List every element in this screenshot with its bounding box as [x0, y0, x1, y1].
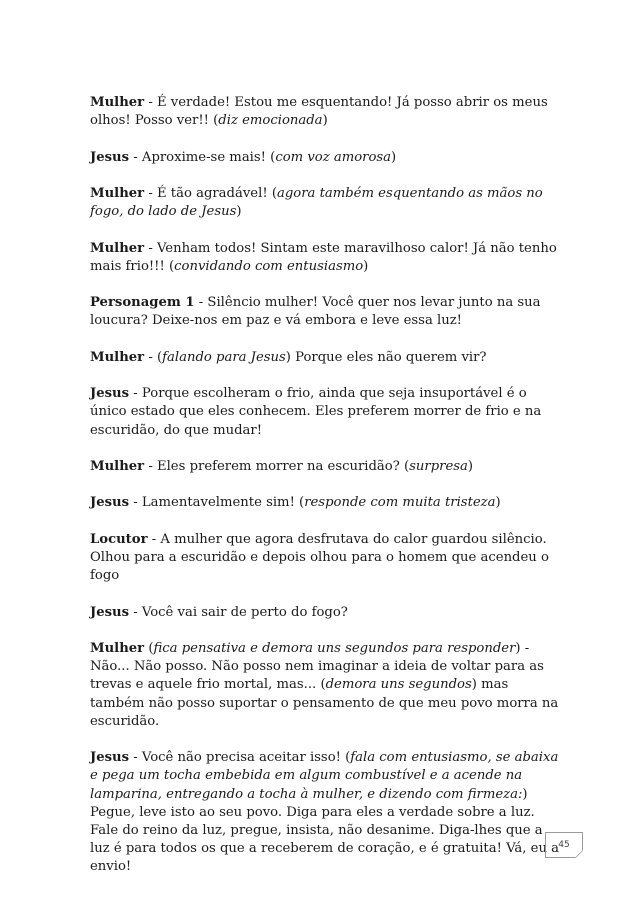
dialogue-paragraph — [90, 604, 560, 622]
speaker-name: Jesus — [90, 386, 130, 402]
speaker-name: Personagem 1 — [90, 295, 195, 311]
dialogue-text: - Silêncio mulher! Você quer nos levar junto na sua loucura? Deixe-nos em paz e vá embora e leve essa luz! — [90, 295, 541, 329]
stage-direction: responde com muita tristeza — [304, 495, 496, 511]
speaker-name: Mulher — [90, 349, 145, 365]
dialogue-paragraph — [90, 94, 560, 130]
speaker-name: Jesus — [90, 604, 130, 620]
speaker-name: Mulher — [90, 640, 145, 656]
dialogue-text: - Você não precisa aceitar isso! ( — [129, 750, 351, 766]
dialogue-paragraph — [90, 385, 560, 440]
dialogue-paragraph — [90, 349, 560, 367]
stage-direction: agora também esquentando as mãos no fogo, do lado de Jesus — [90, 185, 543, 220]
dialogue-text: - Você vai sair de perto do fogo? — [129, 604, 348, 620]
dialogue-text: - Aproxime-se mais! ( — [129, 149, 276, 165]
dialogue-text: ) — [236, 204, 242, 220]
dialogue-text: ) — [495, 495, 501, 511]
stage-direction: diz emocionada — [218, 113, 323, 129]
stage-direction: fica pensativa e demora uns segundos para responder — [153, 640, 516, 656]
dialogue-text: ) Porque eles não querem vir? — [285, 349, 487, 365]
dialogue-paragraph — [90, 149, 560, 167]
dialogue-text: ) mas também não posso suportar o pensamento de que meu povo morra na escuridão. — [90, 677, 559, 729]
speaker-name: Jesus — [90, 750, 130, 766]
dialogue-paragraph — [90, 185, 560, 221]
speaker-name: Locutor — [90, 531, 148, 547]
speaker-name: Mulher — [90, 458, 145, 474]
dialogue-text: - A mulher que agora desfrutava do calor guardou silêncio. Olhou para a escuridão e depois olhou para o homem que acendeu o fogo — [90, 531, 549, 584]
dialogue-text: - É verdade! Estou me esquentando! Já posso abrir os meus olhos! Posso ver!! ( — [90, 95, 548, 129]
dialogue-paragraph — [90, 458, 560, 476]
dialogue-paragraph — [90, 494, 560, 512]
dialogue-text: - É tão agradável! ( — [144, 185, 277, 201]
speaker-name: Mulher — [90, 95, 145, 110]
dialogue-text: ) - Não... Não posso. Não posso nem imaginar a ideia de voltar para as trevas e aquele frio mortal, mas... ( — [90, 640, 544, 693]
dialogue-text: ( — [144, 640, 154, 656]
stage-direction: surpresa — [409, 458, 468, 474]
dialogue-paragraph — [90, 749, 560, 876]
stage-direction: com voz amorosa — [275, 149, 392, 165]
page-body — [90, 94, 560, 877]
dialogue-text: ) — [467, 458, 474, 474]
dialogue-text: - Eles preferem morrer na escuridão? ( — [144, 458, 410, 474]
stage-direction: demora uns segundos — [325, 677, 472, 693]
dialogue-paragraph — [90, 240, 560, 276]
speaker-name: Mulher — [90, 240, 145, 256]
dialogue-text: - Venham todos! Sintam este maravilhoso calor! Já não tenho mais frio!!! ( — [90, 240, 557, 274]
dialogue-paragraph — [90, 640, 560, 731]
dialogue-text: - ( — [144, 349, 163, 365]
dialogue-paragraph — [90, 294, 560, 330]
dialogue-text: - Porque escolheram o frio, ainda que seja insuportável é o único estado que eles conhecem. Eles preferem morrer de frio e na escuridão, do que mudar! — [90, 386, 542, 438]
speaker-name: Jesus — [90, 495, 130, 511]
stage-direction: convidando com entusiasmo — [174, 258, 364, 274]
dialogue-paragraph — [90, 531, 560, 586]
dialogue-text: - Lamentavelmente sim! ( — [129, 495, 305, 511]
speaker-name: Jesus — [90, 149, 130, 165]
dialogue-text: ) — [322, 113, 328, 129]
dialogue-text: ) Pegue, leve isto ao seu povo. Diga para eles a verdade sobre a luz. Fale do reino da luz, pregue, insista, não desanime. Diga-lhes que a luz é para todos os que a receberem de coração, e é gratuita! Vá, eu a envio! — [90, 786, 559, 875]
page-corner-fold — [575, 850, 583, 858]
dialogue-text: ) — [391, 149, 397, 165]
stage-direction: fala com entusiasmo, se abaixa e pega um tocha embebida em algum combustível e a acende na lamparina, entregando a tocha à mulher, e dizendo com firmeza: — [90, 750, 559, 802]
speaker-name: Mulher — [90, 185, 145, 201]
dialogue-text: ) — [363, 258, 369, 274]
stage-direction: falando para Jesus — [162, 349, 286, 365]
page-number-box — [545, 832, 583, 858]
page-number: 45 — [558, 840, 570, 850]
